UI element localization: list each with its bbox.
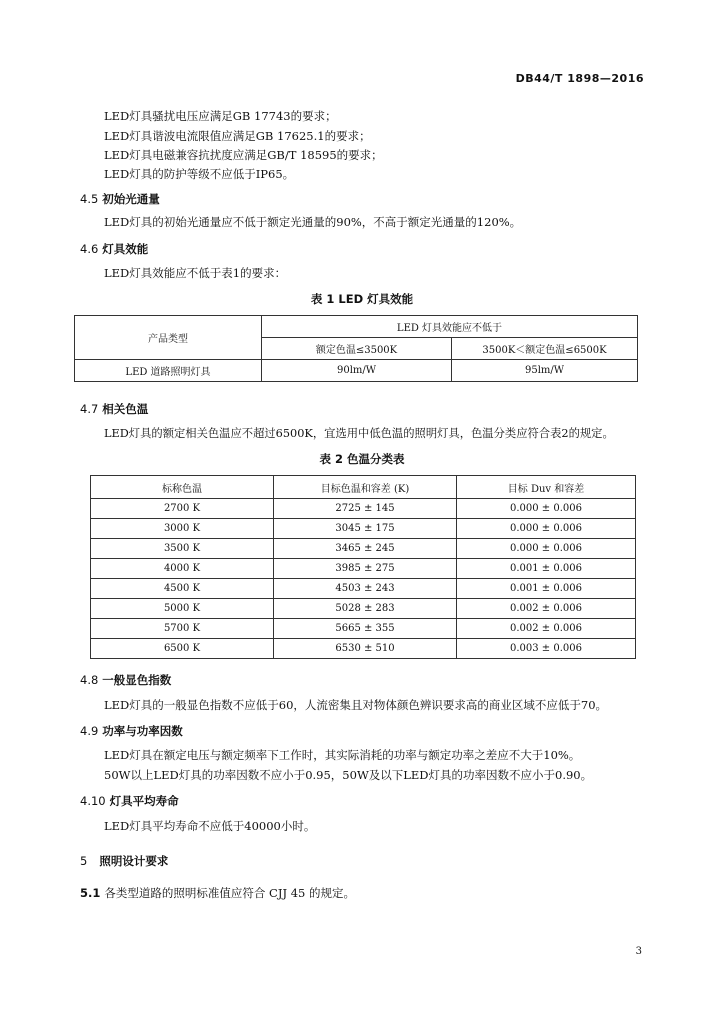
heading-number: 4.5 xyxy=(80,192,99,206)
table-cell: 6530 ± 510 xyxy=(274,639,457,659)
intro-line-4: LED灯具的防护等级不应低于IP65。 xyxy=(104,167,295,181)
table-cell: 0.003 ± 0.006 xyxy=(457,639,636,659)
heading-4-8 xyxy=(80,672,171,688)
table1-header-low-cct: 额定色温≤3500K xyxy=(262,338,452,360)
heading-4-9 xyxy=(80,723,183,739)
paragraph-4-9-line-1: LED灯具在额定电压与额定频率下工作时，其实际消耗的功率与额定功率之差应不大于10%。 xyxy=(104,748,581,762)
table-row xyxy=(91,539,636,559)
intro-line-3: LED灯具电磁兼容抗扰度应满足GB/T 18595的要求； xyxy=(104,148,383,162)
intro-line-2: LED灯具谐波电流限值应满足GB 17625.1的要求； xyxy=(104,129,371,143)
table1-cell-low: 90lm/W xyxy=(262,360,452,382)
table-cell: 4503 ± 243 xyxy=(274,579,457,599)
table-cell: 0.000 ± 0.006 xyxy=(457,539,636,559)
heading-4-5 xyxy=(80,191,160,207)
table1-header-efficacy: LED 灯具效能应不低于 xyxy=(262,316,638,338)
table-cell: 2700 K xyxy=(91,499,274,519)
table-2 xyxy=(90,475,636,659)
paragraph-4-6: LED灯具效能应不低于表1的要求： xyxy=(104,266,287,280)
table1-header-high-cct: 3500K＜额定色温≤6500K xyxy=(452,338,638,360)
paragraph-4-7: LED灯具的额定相关色温应不超过6500K，宜选用中低色温的照明灯具，色温分类应符合表2的规定。 xyxy=(104,427,614,440)
paragraph-4-10: LED灯具平均寿命不应低于40000小时。 xyxy=(104,819,316,833)
heading-title: 初始光通量 xyxy=(102,192,160,206)
table-row xyxy=(91,619,636,639)
heading-number: 4.6 xyxy=(80,242,99,256)
table-cell: 3000 K xyxy=(91,519,274,539)
heading-title: 灯具平均寿命 xyxy=(109,794,179,808)
table-row xyxy=(91,559,636,579)
table-cell: 0.002 ± 0.006 xyxy=(457,599,636,619)
heading-title: 照明设计要求 xyxy=(99,854,169,868)
table-cell: 3465 ± 245 xyxy=(274,539,457,559)
table-cell: 0.000 ± 0.006 xyxy=(457,499,636,519)
clause-5-1 xyxy=(80,885,355,901)
heading-4-7 xyxy=(80,401,148,417)
table-cell: 0.001 ± 0.006 xyxy=(457,579,636,599)
table-cell: 5028 ± 283 xyxy=(274,599,457,619)
table-cell: 5665 ± 355 xyxy=(274,619,457,639)
heading-number: 5 xyxy=(80,854,88,868)
heading-title: 灯具效能 xyxy=(102,242,149,256)
paragraph-4-9-line-2: 50W以上LED灯具的功率因数不应小于0.95，50W及以下LED灯具的功率因数不应小于0.90。 xyxy=(104,768,593,782)
page-number: 3 xyxy=(635,946,642,957)
heading-number: 4.9 xyxy=(80,724,99,738)
table-row xyxy=(91,579,636,599)
table1-cell-high: 95lm/W xyxy=(452,360,638,382)
clause-number: 5.1 xyxy=(80,886,101,900)
table1-caption: 表 1 LED 灯具效能 xyxy=(310,292,414,306)
paragraph-4-5: LED灯具的初始光通量应不低于额定光通量的90%，不高于额定光通量的120%。 xyxy=(104,215,522,229)
heading-number: 4.7 xyxy=(80,402,99,416)
standard-number: DB44/T 1898—2016 xyxy=(515,72,644,85)
table-cell: 0.000 ± 0.006 xyxy=(457,519,636,539)
table-cell: 6500 K xyxy=(91,639,274,659)
table-row xyxy=(91,499,636,519)
heading-title: 一般显色指数 xyxy=(102,673,172,687)
table-cell: 3500 K xyxy=(91,539,274,559)
intro-line-1: LED灯具骚扰电压应满足GB 17743的要求； xyxy=(104,109,337,123)
clause-text: 各类型道路的照明标准值应符合 CJJ 45 的规定。 xyxy=(104,886,355,900)
table-cell: 4000 K xyxy=(91,559,274,579)
table-cell: 2725 ± 145 xyxy=(274,499,457,519)
heading-4-6 xyxy=(80,241,148,257)
table2-header: 目标 Duv 和容差 xyxy=(457,476,636,499)
table-cell: 5000 K xyxy=(91,599,274,619)
table-cell: 0.001 ± 0.006 xyxy=(457,559,636,579)
heading-number: 4.8 xyxy=(80,673,99,687)
heading-4-10 xyxy=(80,793,179,809)
table1-header-type: 产品类型 xyxy=(75,316,262,360)
heading-title: 相关色温 xyxy=(102,402,149,416)
heading-number: 4.10 xyxy=(80,794,106,808)
table2-header: 目标色温和容差 (K) xyxy=(274,476,457,499)
heading-title: 功率与功率因数 xyxy=(102,724,183,738)
table-cell: 0.002 ± 0.006 xyxy=(457,619,636,639)
table-row xyxy=(91,639,636,659)
table2-header: 标称色温 xyxy=(91,476,274,499)
table-cell: 3985 ± 275 xyxy=(274,559,457,579)
paragraph-4-8: LED灯具的一般显色指数不应低于60，人流密集且对物体颜色辨识要求高的商业区域不应低于70。 xyxy=(104,698,608,712)
table-cell: 5700 K xyxy=(91,619,274,639)
table-cell: 4500 K xyxy=(91,579,274,599)
table1-cell-type: LED 道路照明灯具 xyxy=(75,360,262,382)
table2-caption: 表 2 色温分类表 xyxy=(319,452,405,466)
table-row xyxy=(91,519,636,539)
table-cell: 3045 ± 175 xyxy=(274,519,457,539)
table-row xyxy=(91,599,636,619)
heading-5 xyxy=(80,853,168,869)
table-1 xyxy=(74,315,638,382)
